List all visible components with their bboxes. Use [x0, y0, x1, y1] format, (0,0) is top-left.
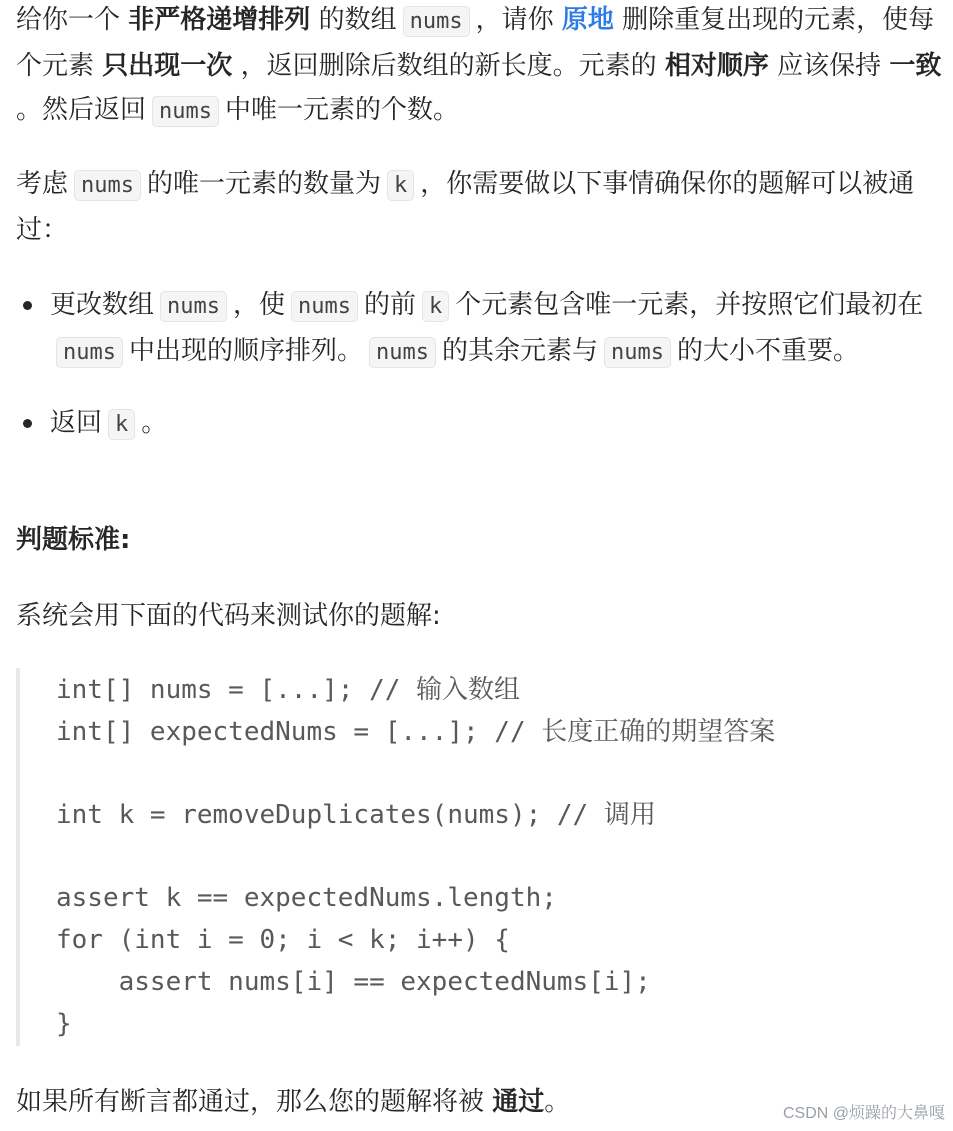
- text: 的大小不重要。: [676, 336, 859, 366]
- text: ，请你: [475, 5, 554, 35]
- code-line: assert nums[i] == expectedNums[i];: [56, 967, 651, 997]
- text: 的数组: [318, 5, 397, 35]
- inline-code: k: [387, 170, 414, 201]
- consider-paragraph: [16, 162, 946, 252]
- text: 如果所有断言都通过，那么您的题解将被: [16, 1087, 485, 1117]
- test-intro-paragraph: 系统会用下面的代码来测试你的题解:: [16, 601, 441, 631]
- code-line: int[] nums = [...]; // 输入数组: [56, 675, 521, 705]
- code-line: int[] expectedNums = [...]; // 长度正确的期望答案: [56, 717, 776, 747]
- bullet-icon: [23, 419, 32, 428]
- list-item: [16, 401, 946, 447]
- inline-code: nums: [56, 337, 123, 368]
- text: 的其余元素与: [441, 336, 598, 366]
- text: 给你一个: [16, 5, 121, 35]
- code-line: int k = removeDuplicates(nums); // 调用: [56, 800, 656, 830]
- text: 中出现的顺序排列。: [128, 336, 363, 366]
- text: 。: [544, 1087, 571, 1117]
- in-place-link[interactable]: 原地: [561, 5, 614, 35]
- inline-code: nums: [160, 291, 227, 322]
- text: 删除重复出现的元素，使每个元素: [16, 5, 935, 81]
- inline-code: nums: [291, 291, 358, 322]
- bold-text: 相对顺序: [664, 51, 769, 81]
- intro-paragraph: [16, 0, 946, 134]
- bold-text: 一致: [889, 51, 942, 81]
- bullet-icon: [23, 301, 32, 310]
- bold-text: 只出现一次: [102, 51, 233, 81]
- judging-heading: 判题标准:: [16, 525, 131, 555]
- text: 。然后返回: [16, 95, 147, 125]
- list-item: [16, 283, 946, 375]
- code-line: for (int i = 0; i < k; i++) {: [56, 925, 510, 955]
- inline-code: k: [108, 409, 135, 440]
- inline-code: k: [422, 291, 449, 322]
- text: 个元素包含唯一元素，并按照它们最初在: [455, 290, 924, 320]
- inline-code: nums: [403, 6, 470, 37]
- bold-text: 非严格递增排列: [128, 5, 311, 35]
- inline-code: nums: [369, 337, 436, 368]
- text: 的前: [364, 290, 417, 320]
- text: 考虑: [16, 169, 69, 199]
- inline-code: nums: [604, 337, 671, 368]
- text: ，返回删除后数组的新长度。元素的: [240, 51, 657, 81]
- text: 返回: [50, 408, 103, 438]
- text: 的唯一元素的数量为: [147, 169, 382, 199]
- text: ，使: [233, 290, 286, 320]
- code-line: }: [56, 1009, 72, 1039]
- code-block: [16, 668, 936, 1046]
- inline-code: nums: [74, 170, 141, 201]
- text: 应该保持: [777, 51, 882, 81]
- inline-code: nums: [152, 96, 219, 127]
- bold-text: 通过: [492, 1087, 545, 1117]
- text: ，你需要做以下事情确保你的题解可以被通过：: [16, 169, 915, 245]
- text: 中唯一元素的个数。: [225, 95, 460, 125]
- text: 更改数组: [50, 290, 155, 320]
- code-line: assert k == expectedNums.length;: [56, 883, 557, 913]
- requirements-list: [16, 283, 946, 447]
- text: 。: [141, 408, 168, 438]
- watermark: CSDN @烦躁的大鼻嘎: [782, 1105, 945, 1122]
